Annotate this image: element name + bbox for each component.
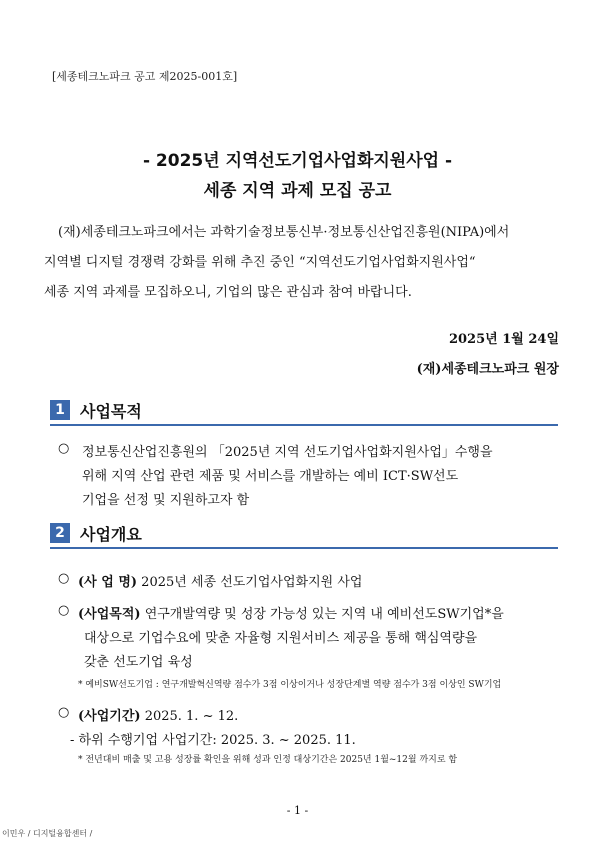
business-name-value: 2025년 세종 선도기업사업화지원 사업 <box>141 575 363 590</box>
business-name-item <box>78 571 362 590</box>
title-line-1: - 2025년 지역선도기업사업화지원사업 - <box>142 151 453 171</box>
section-1-number: 1 <box>50 400 70 420</box>
business-period-item <box>78 705 238 724</box>
business-purpose-line-1: 연구개발역량 및 성장 가능성 있는 지역 내 예비선도SW기업*을 <box>144 607 504 622</box>
section-1-bullet: ○ <box>58 441 70 456</box>
business-purpose-bullet: ○ <box>58 603 70 618</box>
document-number: [세종테크노파크 공고 제2025-001호] <box>52 70 238 83</box>
section-1-line-2: 위해 지역 산업 관련 제품 및 서비스를 개발하는 예비 ICT·SW선도 <box>82 469 459 484</box>
section-1-line-3: 기업을 선정 및 지원하고자 함 <box>82 493 250 508</box>
business-period-note: * 전년대비 매출 및 고용 성장률 확인을 위해 성과 인정 대상기간은 2025년 1월~12월 까지로 함 <box>78 755 458 765</box>
business-purpose-note: * 예비SW선도기업 : 연구개발혁신역량 점수가 3점 이상이거나 성장단계별 역량 점수가 3점 이상인 SW기업 <box>78 680 502 690</box>
section-1-line-1: 정보통신산업진흥원의 「2025년 지역 선도기업사업화지원사업」수행을 <box>82 445 493 460</box>
sub-company-period: - 하위 수행기업 사업기간: 2025. 3. ~ 2025. 11. <box>70 733 356 748</box>
intro-line-3: 세종 지역 과제를 모집하오니, 기업의 많은 관심과 참여 바랍니다. <box>44 285 412 300</box>
section-2-number: 2 <box>50 523 70 543</box>
business-period-value: 2025. 1. ~ 12. <box>144 709 239 724</box>
intro-line-2: 지역별 디지털 경쟁력 강화를 위해 추진 중인 “지역선도기업사업화지원사업“ <box>44 255 476 270</box>
issuer-name: (재)세종테크노파크 원장 <box>416 362 559 377</box>
business-name-bullet: ○ <box>58 571 70 586</box>
footer-watermark: 이민우 / 디지털융합센터 / <box>2 829 93 838</box>
announcement-date: 2025년 1월 24일 <box>448 332 559 347</box>
business-name-label: (사 업 명) <box>78 575 138 590</box>
business-period-bullet: ○ <box>58 705 70 720</box>
title-line-2: 세종 지역 과제 모집 공고 <box>203 181 392 201</box>
business-purpose-line-3: 갖춘 선도기업 육성 <box>84 655 193 670</box>
business-purpose-line-2: 대상으로 기업수요에 맞춘 자율형 지원서비스 제공을 통해 핵심역량을 <box>84 631 478 646</box>
section-2-title: 사업개요 <box>80 525 142 544</box>
intro-line-1: (재)세종테크노파크에서는 과학기술정보통신부·정보통신산업진흥원(NIPA)에서 <box>58 225 510 240</box>
business-purpose-label: (사업목적) <box>78 607 141 622</box>
page-number: - 1 - <box>286 804 309 817</box>
business-purpose-item <box>78 603 504 622</box>
section-1-divider <box>50 424 558 426</box>
section-2-divider <box>50 547 558 549</box>
section-1-title: 사업목적 <box>80 402 142 421</box>
business-period-label: (사업기간) <box>78 709 141 724</box>
